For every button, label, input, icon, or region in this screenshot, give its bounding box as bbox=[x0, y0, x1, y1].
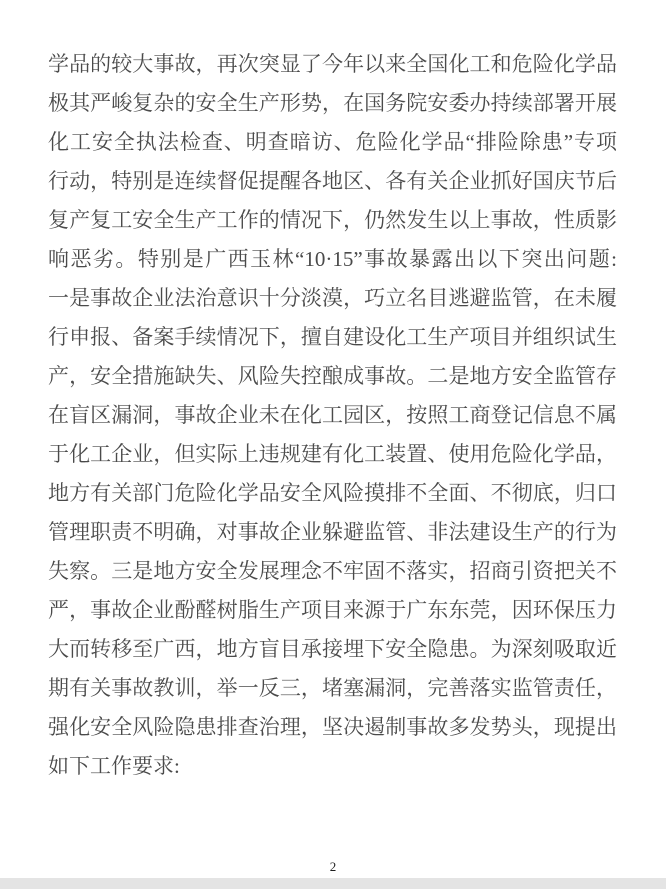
text-line: 产，安全措施缺失、风险失控酿成事故。二是地方安全监管存 bbox=[48, 364, 617, 388]
text-line: 在盲区漏洞，事故企业未在化工园区，按照工商登记信息不属 bbox=[48, 403, 617, 427]
text-line: 复产复工安全生产工作的情况下，仍然发生以上事故，性质影 bbox=[48, 208, 617, 232]
text-line: 响恶劣。特别是广西玉林“10·15”事故暴露出以下突出问题: bbox=[48, 247, 617, 271]
text-line: 期有关事故教训，举一反三，堵塞漏洞，完善落实监管责任， bbox=[48, 676, 617, 700]
text-line: 严，事故企业酚醛树脂生产项目来源于广东东莞，因环保压力 bbox=[48, 598, 617, 622]
text-line: 如下工作要求: bbox=[48, 754, 180, 778]
text-line: 化工安全执法检查、明查暗访、危险化学品“排险除患”专项 bbox=[48, 130, 617, 154]
text-line: 极其严峻复杂的安全生产形势，在国务院安委办持续部署开展 bbox=[48, 91, 617, 115]
text-line: 行动，特别是连续督促提醒各地区、各有关企业抓好国庆节后 bbox=[48, 169, 617, 193]
text-line: 于化工企业，但实际上违规建有化工装置、使用危险化学品， bbox=[48, 442, 617, 466]
text-line: 管理职责不明确，对事故企业躲避监管、非法建设生产的行为 bbox=[48, 520, 617, 544]
text-line: 学品的较大事故，再次突显了今年以来全国化工和危险化学品 bbox=[48, 52, 617, 76]
text-line: 失察。三是地方安全发展理念不牢固不落实，招商引资把关不 bbox=[48, 559, 617, 583]
viewer-background-strip bbox=[0, 878, 666, 889]
text-line: 行申报、备案手续情况下，擅自建设化工生产项目并组织试生 bbox=[48, 325, 617, 349]
page-footer bbox=[0, 858, 666, 876]
document-paragraph bbox=[48, 45, 617, 786]
page-number: 2 bbox=[329, 859, 337, 874]
text-line: 一是事故企业法治意识十分淡漠，巧立名目逃避监管，在未履 bbox=[48, 286, 617, 310]
text-line: 地方有关部门危险化学品安全风险摸排不全面、不彻底，归口 bbox=[48, 481, 617, 505]
text-line: 强化安全风险隐患排查治理，坚决遏制事故多发势头，现提出 bbox=[48, 715, 617, 739]
text-line: 大而转移至广西，地方盲目承接埋下安全隐患。为深刻吸取近 bbox=[48, 637, 617, 661]
